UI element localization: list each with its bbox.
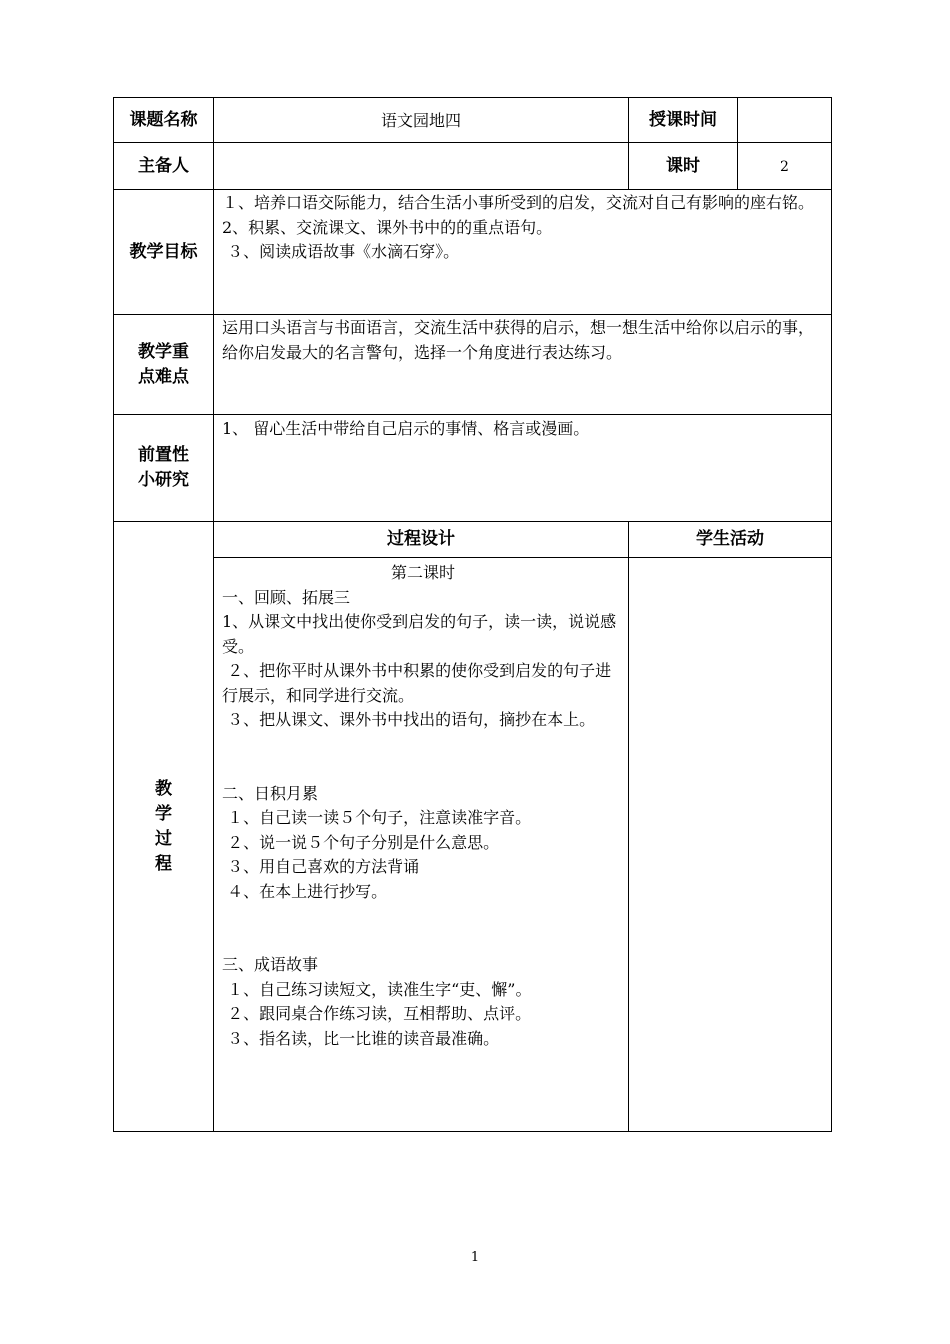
rule-label-col	[213, 97, 214, 1132]
rule-process-header	[213, 557, 832, 558]
spacer	[222, 733, 624, 758]
pre-study-label	[114, 415, 213, 521]
goal-line-2: 2、积累、交流课文、课外书中的的重点语句。	[222, 217, 553, 237]
key-points-content	[222, 316, 828, 365]
hours-label: 课时	[666, 155, 700, 176]
spacer	[222, 904, 624, 929]
section-1-item: 1、从课文中找出使你受到启发的句子，读一读，说说感受。	[222, 612, 617, 656]
process-label-text: 教学过程	[155, 778, 172, 874]
goal-line-1: １、培养口语交际能力，结合生活小事所受到的启发，交流对自己有影响的座右铭。	[222, 193, 815, 212]
section-2-heading: 二、日积月累	[222, 783, 319, 803]
section-3-item: ２、跟同桌合作练习读，互相帮助、点评。	[222, 1004, 532, 1023]
process-label	[114, 522, 213, 1131]
section-2-item: ３、用自己喜欢的方法背诵	[222, 857, 420, 876]
section-2-item: １、自己读一读５个句子，注意读准字音。	[222, 808, 532, 827]
process-design-content	[222, 561, 624, 1051]
rule-row4	[113, 414, 832, 415]
section-1-item: ２、把你平时从课外书中积累的使你受到启发的句子进行展示，和同学进行交流。	[222, 661, 612, 705]
section-2-item: ２、说一说５个句子分别是什么意思。	[222, 832, 500, 852]
goals-label: 教学目标	[129, 241, 198, 262]
pre-study-label-text: 前置性小研究	[138, 445, 189, 490]
rule-right	[831, 97, 832, 1132]
key-points-text: 运用口头语言与书面语言，交流生活中获得的启示，想一想生活中给你以启示的事，给你启发最大的名言警句，选择一个角度进行表达练习。	[222, 318, 815, 362]
lesson-title: 第二课时	[390, 563, 455, 582]
hours-value: 2	[780, 159, 789, 175]
rule-bottom	[113, 1131, 832, 1132]
rule-row2	[113, 189, 832, 190]
key-points-label	[114, 315, 213, 414]
rule-row3	[113, 314, 832, 315]
spacer	[222, 929, 624, 954]
activity-header: 学生活动	[696, 529, 764, 549]
goals-content	[222, 191, 828, 265]
key-points-label-text: 教学重点难点	[138, 341, 189, 387]
design-header: 过程设计	[387, 529, 455, 549]
pre-study-text: 1、 留心生活中带给自己启示的事情、格言或漫画。	[222, 419, 590, 438]
time-label: 授课时间	[649, 109, 717, 130]
section-1-item: ３、把从课文、课外书中找出的语句，摘抄在本上。	[222, 710, 596, 729]
spacer	[222, 757, 624, 782]
section-2-item: ４、在本上进行抄写。	[222, 881, 388, 901]
topic-label: 课题名称	[129, 109, 198, 130]
page-number: 1	[470, 1250, 480, 1265]
section-3-item: １、自己练习读短文，读准生字“吏、懈”。	[222, 979, 532, 999]
preparer-label: 主备人	[138, 155, 189, 176]
topic-value: 语文园地四	[380, 111, 461, 130]
section-1-heading: 一、回顾、拓展三	[222, 587, 351, 607]
pre-study-content	[222, 417, 828, 442]
goal-line-3: ３、阅读成语故事《水滴石穿》。	[222, 242, 460, 261]
section-3-item: ３、指名读，比一比谁的读音最准确。	[222, 1028, 500, 1048]
rule-mid-col-process	[628, 521, 629, 1132]
section-3-heading: 三、成语故事	[222, 955, 319, 974]
